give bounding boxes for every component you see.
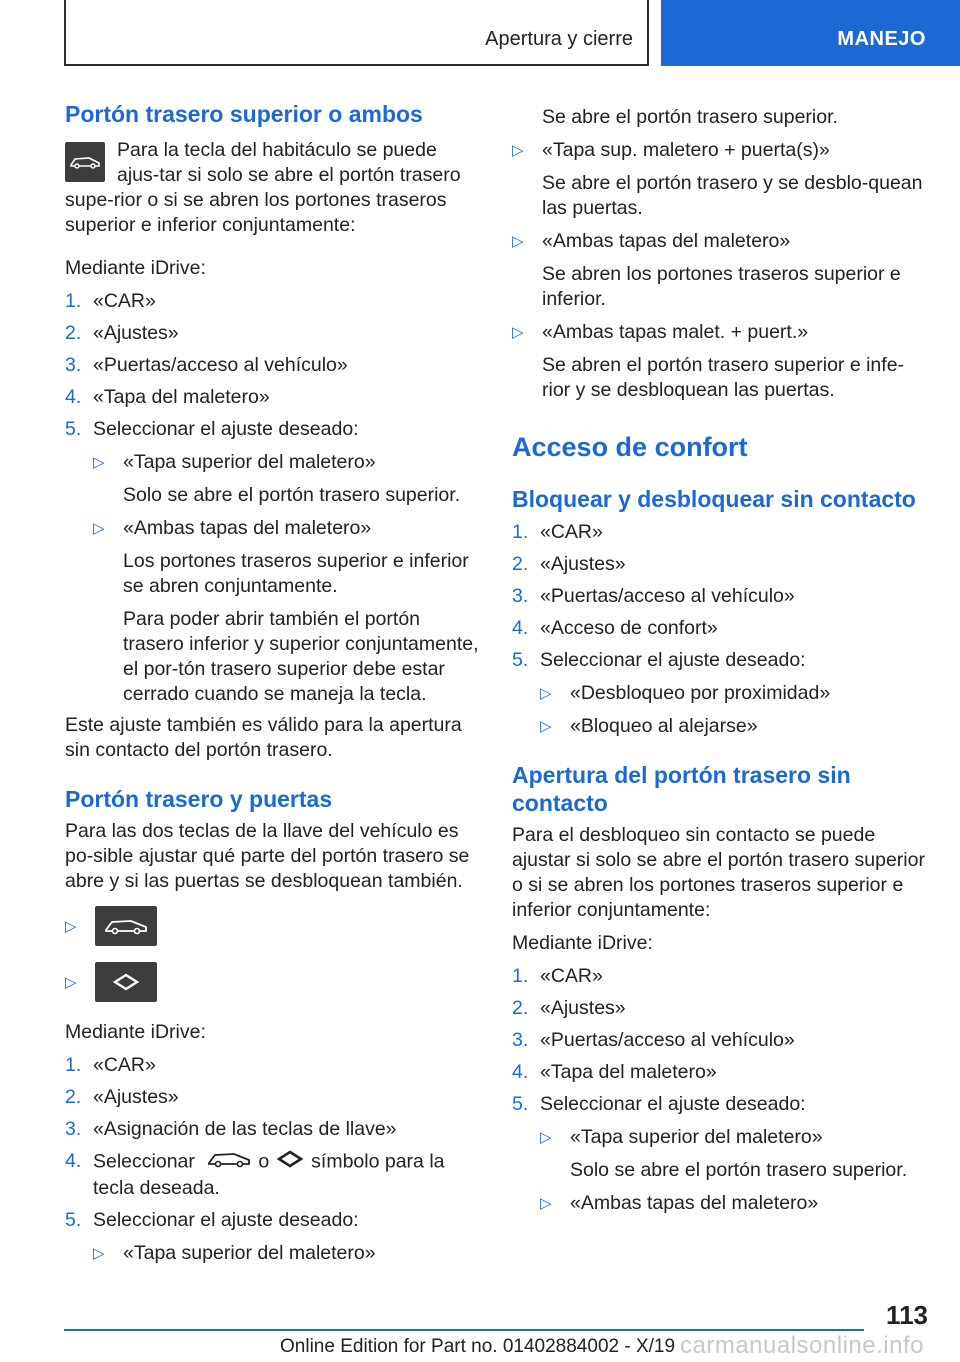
- option-text: «Ambas tapas del maletero»: [542, 230, 791, 252]
- chapter-tab[interactable]: [661, 0, 960, 66]
- option-text: «Tapa superior del maletero»: [123, 451, 376, 473]
- step-number: 2.: [65, 1086, 82, 1108]
- options-list: [512, 320, 932, 345]
- heading-keyless-lock: Bloquear y desbloquear sin contacto: [512, 486, 916, 512]
- heading-tailgate-doors: Portón trasero y puertas: [65, 786, 333, 812]
- step-text: o: [258, 1150, 270, 1173]
- intro-paragraph: [65, 138, 479, 238]
- car-tailgate-icon: [95, 906, 157, 946]
- list-item: [65, 1085, 479, 1110]
- step-text: «Ajustes»: [93, 1086, 179, 1108]
- step-text: «Asignación de las teclas de llave»: [93, 1118, 397, 1140]
- step-number: 4.: [65, 1150, 82, 1172]
- list-item: [512, 584, 932, 609]
- keyless-tailgate-paragraph: Para el desbloqueo sin contacto se puede ajustar si solo se abre el portón trasero superior o si se abren los portones traseros superior e inferior conjuntamente:: [512, 824, 925, 921]
- step-text: «CAR»: [93, 1054, 156, 1076]
- options-list: [93, 1241, 479, 1266]
- step-text: «Ajustes»: [93, 322, 179, 344]
- diamond-key-icon: [275, 1149, 305, 1176]
- option-text: «Tapa sup. maletero + puerta(s)»: [542, 139, 830, 161]
- option-item: [512, 138, 932, 163]
- key-icon-row-2: [65, 962, 479, 1002]
- option-item: [93, 1241, 479, 1266]
- option-desc: Se abren los portones traseros superior e inferior.: [542, 263, 901, 310]
- step-text: «Tapa del maletero»: [93, 386, 270, 408]
- step-number: 4.: [65, 386, 82, 408]
- steps-list-1: [65, 289, 479, 707]
- triangle-bullet-icon: ▷: [540, 1195, 552, 1212]
- options-list: [93, 450, 479, 475]
- triangle-bullet-icon: ▷: [65, 973, 77, 991]
- option-text: «Ambas tapas del maletero»: [570, 1192, 819, 1214]
- step-text: «Tapa del maletero»: [540, 1061, 717, 1083]
- header-section-box: [64, 0, 649, 66]
- car-tailgate-icon: [65, 142, 105, 182]
- triangle-bullet-icon: ▷: [540, 1129, 552, 1146]
- step-text: «Puertas/acceso al vehículo»: [540, 1029, 795, 1051]
- step-number: 3.: [65, 354, 82, 376]
- option-item: [512, 320, 932, 345]
- section-title: Apertura y cierre: [485, 28, 633, 50]
- steps-list-3: [512, 520, 932, 739]
- list-item: [65, 321, 479, 346]
- idrive-label: Mediante iDrive:: [65, 257, 206, 279]
- option-item: [540, 1191, 932, 1216]
- option-item: [540, 714, 932, 739]
- step-number: 2.: [65, 322, 82, 344]
- keys-paragraph: Para las dos teclas de la llave del vehículo es po-sible ajustar qué parte del portón trasero se abre y si las puertas se desbloquean también.: [65, 820, 470, 892]
- list-item: [65, 1149, 479, 1201]
- left-column: [65, 100, 479, 1266]
- triangle-bullet-icon: ▷: [540, 718, 552, 735]
- list-item: [65, 1053, 479, 1078]
- car-tailgate-icon: [206, 1149, 252, 1176]
- list-item: [512, 520, 932, 545]
- list-item: [512, 1028, 932, 1053]
- step-number: 4.: [512, 1061, 529, 1083]
- step-number: 1.: [65, 1054, 82, 1076]
- list-item: [65, 1117, 479, 1142]
- footer-edition: Online Edition for Part no. 01402884002 - X/19: [280, 1336, 676, 1357]
- triangle-bullet-icon: ▷: [65, 917, 77, 935]
- option-text: «Tapa superior del maletero»: [570, 1126, 823, 1148]
- step-text: símbolo para la tecla deseada.: [93, 1150, 445, 1199]
- list-item: [65, 1208, 479, 1266]
- step-number: 5.: [65, 418, 82, 440]
- heading-upper-tailgate: Portón trasero superior o ambos: [65, 101, 423, 127]
- step-text: «CAR»: [540, 965, 603, 987]
- step-number: 3.: [65, 1118, 82, 1140]
- triangle-bullet-icon: ▷: [512, 324, 524, 341]
- step-text: Seleccionar el ajuste deseado:: [540, 1093, 806, 1115]
- option-desc: Solo se abre el portón trasero superior.: [123, 484, 461, 506]
- option-text: «Desbloqueo por proximidad»: [570, 682, 831, 704]
- option-text: «Tapa superior del maletero»: [123, 1242, 376, 1264]
- steps-list-2: [65, 1053, 479, 1266]
- step-number: 1.: [65, 290, 82, 312]
- valid-note: Este ajuste también es válido para la apertura sin contacto del portón trasero.: [65, 714, 462, 761]
- step-text: «Acceso de confort»: [540, 617, 718, 639]
- watermark: carmanualsonline.info: [680, 1332, 924, 1359]
- page-number: 113: [886, 1300, 928, 1330]
- step-number: 1.: [512, 965, 529, 987]
- option-item: [540, 681, 932, 706]
- step-number: 5.: [512, 649, 529, 671]
- step-number: 2.: [512, 997, 529, 1019]
- list-item: [512, 616, 932, 641]
- options-list: [512, 138, 932, 163]
- triangle-bullet-icon: ▷: [93, 520, 105, 537]
- options-list: [93, 516, 479, 541]
- list-item: [512, 648, 932, 739]
- triangle-bullet-icon: ▷: [93, 1245, 105, 1262]
- list-item: [65, 289, 479, 314]
- step-text: Seleccionar: [93, 1150, 195, 1173]
- list-item: [65, 385, 479, 410]
- step-number: 2.: [512, 553, 529, 575]
- step-text: «CAR»: [540, 521, 603, 543]
- option-note: Para poder abrir también el portón trasero inferior y superior conjuntamente, el por-tón trasero superior debe estar cerrado cuando se maneja la tecla.: [123, 608, 479, 705]
- option-desc: Solo se abre el portón trasero superior.: [570, 1159, 908, 1181]
- step-text: Seleccionar el ajuste deseado:: [93, 1209, 359, 1231]
- option-text: «Ambas tapas malet. + puert.»: [542, 321, 809, 343]
- list-item: [512, 552, 932, 577]
- option-item: [540, 1125, 932, 1150]
- option-item: [93, 450, 479, 475]
- option-desc: Se abren el portón trasero superior e infe-rior y se desbloquean las puertas.: [542, 354, 905, 401]
- right-column: [512, 105, 932, 1216]
- option-desc: Se abre el portón trasero superior.: [542, 106, 838, 128]
- list-item: [512, 964, 932, 989]
- step-text: Seleccionar el ajuste deseado:: [93, 418, 359, 440]
- option-item: [512, 229, 932, 254]
- triangle-bullet-icon: ▷: [512, 142, 524, 159]
- key-icon-row-1: [65, 906, 479, 946]
- intro-text: Para la tecla del habitáculo se puede ajus-tar si solo se abre el portón trasero supe-rior o si se abren los portones traseros superior e inferior conjuntamente:: [65, 139, 461, 236]
- footer-divider: [64, 1329, 864, 1331]
- triangle-bullet-icon: ▷: [540, 685, 552, 702]
- idrive-label-3: Mediante iDrive:: [512, 932, 653, 954]
- step-number: 1.: [512, 521, 529, 543]
- list-item: [512, 1092, 932, 1216]
- list-item: [65, 417, 479, 707]
- chapter-tab-label: MANEJO: [837, 28, 926, 50]
- heading-comfort-access: Acceso de confort: [512, 432, 748, 462]
- step-text: «CAR»: [93, 290, 156, 312]
- option-text: «Ambas tapas del maletero»: [123, 517, 372, 539]
- options-list: [512, 229, 932, 254]
- option-item: [93, 516, 479, 541]
- step-number: 3.: [512, 585, 529, 607]
- list-item: [512, 1060, 932, 1085]
- step-number: 4.: [512, 617, 529, 639]
- step-text: «Ajustes»: [540, 997, 626, 1019]
- step-text: Seleccionar el ajuste deseado:: [540, 649, 806, 671]
- list-item: [65, 353, 479, 378]
- option-text: «Bloqueo al alejarse»: [570, 715, 758, 737]
- list-item: [512, 996, 932, 1021]
- option-desc: Se abre el portón trasero y se desblo-quean las puertas.: [542, 172, 923, 219]
- step-text: «Puertas/acceso al vehículo»: [540, 585, 795, 607]
- idrive-label-2: Mediante iDrive:: [65, 1021, 206, 1043]
- step-text: «Puertas/acceso al vehículo»: [93, 354, 348, 376]
- step-number: 5.: [512, 1093, 529, 1115]
- options-list: [540, 681, 932, 739]
- diamond-key-icon: [95, 962, 157, 1002]
- step-text: «Ajustes»: [540, 553, 626, 575]
- triangle-bullet-icon: ▷: [93, 454, 105, 471]
- heading-keyless-tailgate: Apertura del portón trasero sin contacto: [512, 762, 851, 816]
- triangle-bullet-icon: ▷: [512, 233, 524, 250]
- option-desc: Los portones traseros superior e inferior se abren conjuntamente.: [123, 550, 469, 597]
- step-number: 5.: [65, 1209, 82, 1231]
- options-list: [540, 1125, 932, 1150]
- steps-list-4: [512, 964, 932, 1216]
- options-list: [540, 1191, 932, 1216]
- step-number: 3.: [512, 1029, 529, 1051]
